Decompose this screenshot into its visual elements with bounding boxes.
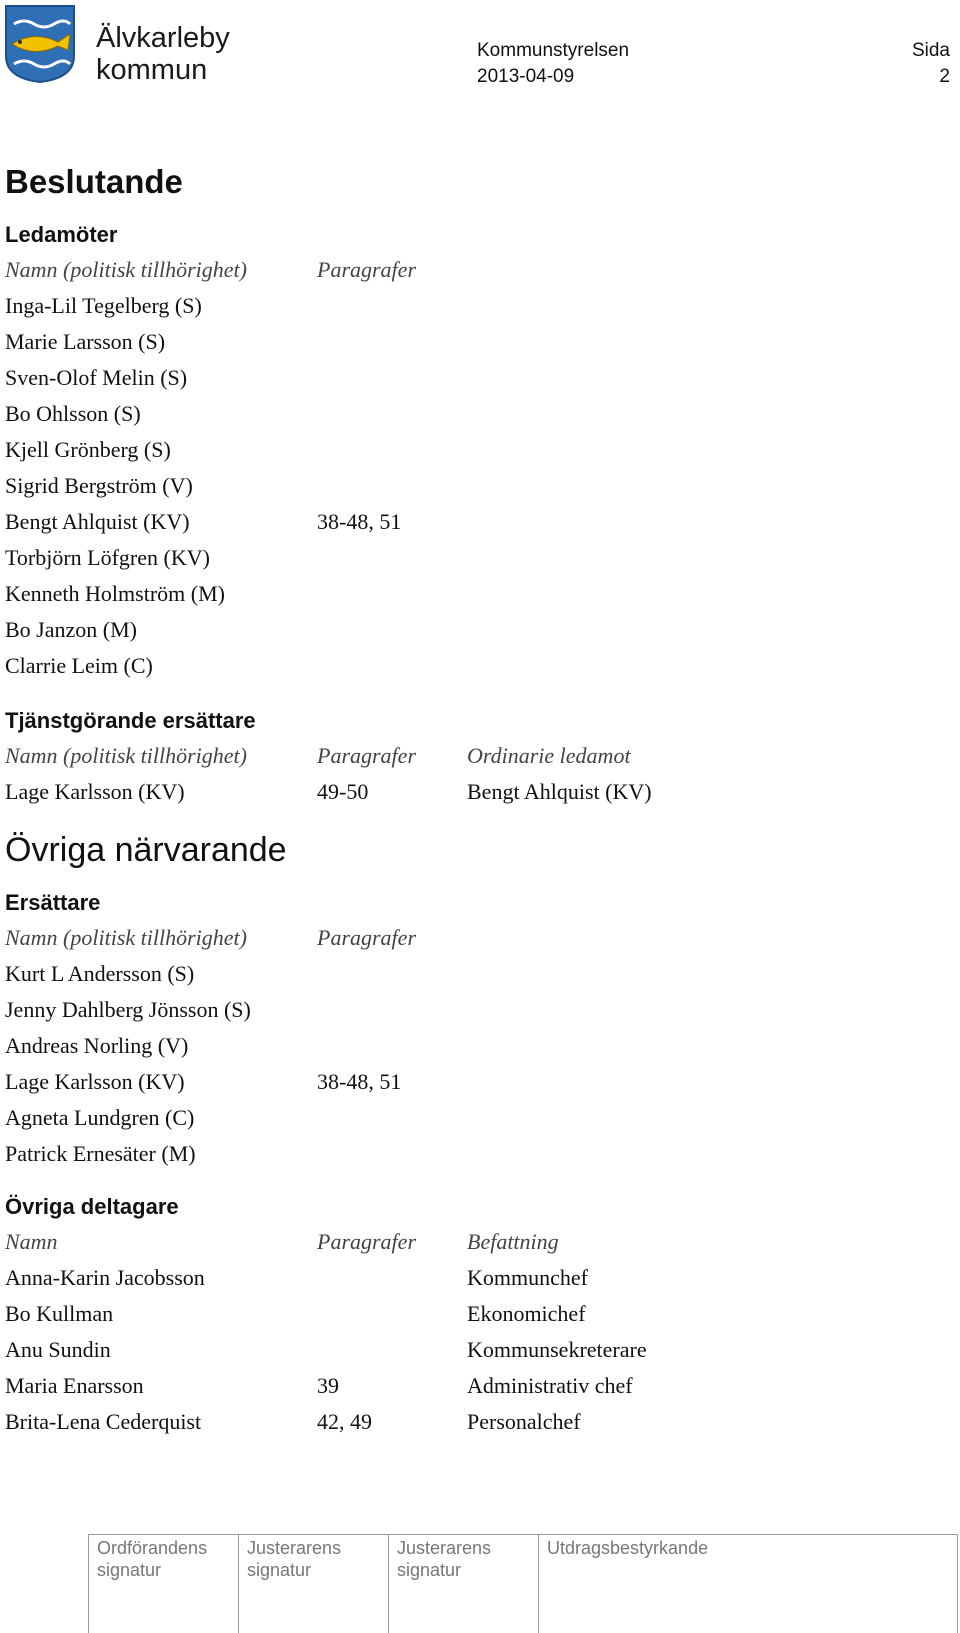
table-row — [5, 774, 955, 810]
column-header-name: Namn (politisk tillhörighet) — [5, 743, 247, 768]
header-page-number: 2 — [939, 66, 950, 87]
table-row — [5, 1332, 955, 1368]
column-header-paragraphs: Paragrafer — [317, 257, 416, 282]
header-page-label: Sida — [911, 40, 950, 61]
subsection-title-serving-substitutes: Tjänstgörande ersättare — [5, 708, 256, 733]
header-date: 2013-04-09 — [477, 66, 575, 87]
section-title-others-present: Övriga närvarande — [5, 831, 287, 869]
substitute-name: Kurt L Andersson (S) — [5, 961, 195, 986]
table-row — [5, 360, 955, 396]
table-row — [5, 540, 955, 576]
table-header — [5, 252, 955, 288]
column-header-paragraphs: Paragrafer — [317, 925, 416, 950]
subsection-title-substitutes: Ersättare — [5, 890, 101, 915]
substitute-name: Agneta Lundgren (C) — [5, 1105, 195, 1130]
logo-line-1: Älvkarleby — [96, 22, 230, 54]
member-name: Torbjörn Löfgren (KV) — [5, 545, 210, 570]
signature-label: Utdragsbestyrkande — [547, 1538, 709, 1558]
table-row — [5, 576, 955, 612]
participant-position: Ekonomichef — [467, 1301, 586, 1326]
member-paragraphs — [317, 576, 467, 612]
municipal-coat-of-arms-icon — [4, 4, 76, 84]
member-name: Inga-Lil Tegelberg (S) — [5, 293, 202, 318]
member-name: Marie Larsson (S) — [5, 329, 166, 354]
participant-name: Maria Enarsson — [5, 1373, 144, 1398]
substitute-name: Lage Karlsson (KV) — [5, 1069, 185, 1094]
substitute-name: Lage Karlsson (KV) — [5, 779, 185, 804]
table-row — [5, 468, 955, 504]
member-name: Sven-Olof Melin (S) — [5, 365, 188, 390]
member-paragraphs — [317, 288, 467, 324]
substitute-paragraphs — [317, 1028, 467, 1064]
substitute-name: Patrick Ernesäter (M) — [5, 1141, 196, 1166]
substitute-name: Jenny Dahlberg Jönsson (S) — [5, 997, 251, 1022]
member-paragraphs — [317, 432, 467, 468]
member-paragraphs — [317, 648, 467, 684]
member-name: Bo Janzon (M) — [5, 617, 137, 642]
signature-label: Justerarens — [247, 1538, 342, 1558]
table-row — [5, 1100, 955, 1136]
substitute-regular-member: Bengt Ahlquist (KV) — [467, 779, 652, 804]
member-paragraphs — [317, 612, 467, 648]
table-header — [5, 738, 955, 774]
signature-label: Ordförandens — [97, 1538, 208, 1558]
table-row — [5, 1260, 955, 1296]
table-row — [5, 432, 955, 468]
participant-name: Anna-Karin Jacobsson — [5, 1265, 205, 1290]
signature-label: Justerarens — [397, 1538, 492, 1558]
column-header-name: Namn — [5, 1229, 58, 1254]
table-row — [5, 324, 955, 360]
table-row — [5, 1028, 955, 1064]
header-organization: Kommunstyrelsen — [477, 40, 630, 61]
participant-paragraphs: 39 — [317, 1373, 339, 1398]
table-row — [5, 992, 955, 1028]
substitute-paragraphs — [317, 956, 467, 992]
column-header-paragraphs: Paragrafer — [317, 743, 416, 768]
participant-paragraphs — [317, 1260, 467, 1296]
table-row — [5, 956, 955, 992]
column-header-paragraphs: Paragrafer — [317, 1229, 416, 1254]
members-list — [5, 288, 955, 684]
member-paragraphs: 38-48, 51 — [317, 509, 402, 534]
member-paragraphs — [317, 468, 467, 504]
signature-label: signatur — [247, 1560, 312, 1580]
signature-cell-adjuster-2 — [388, 1535, 538, 1633]
substitute-paragraphs: 49-50 — [317, 779, 369, 804]
member-name: Clarrie Leim (C) — [5, 653, 153, 678]
participant-paragraphs — [317, 1332, 467, 1368]
participant-paragraphs — [317, 1296, 467, 1332]
table-row — [5, 1064, 955, 1100]
column-header-name: Namn (politisk tillhörighet) — [5, 257, 247, 282]
member-name: Bengt Ahlquist (KV) — [5, 509, 190, 534]
table-row — [5, 1136, 955, 1172]
municipality-logo-text — [96, 22, 230, 86]
substitute-paragraphs — [317, 992, 467, 1028]
section-title-beslutande: Beslutande — [5, 163, 183, 200]
member-name: Bo Ohlsson (S) — [5, 401, 141, 426]
table-row — [5, 504, 955, 540]
column-header-position: Befattning — [467, 1229, 559, 1254]
table-row — [5, 612, 955, 648]
participant-paragraphs: 42, 49 — [317, 1409, 372, 1434]
column-header-regular-member: Ordinarie ledamot — [467, 743, 631, 768]
participant-name: Brita-Lena Cederquist — [5, 1409, 202, 1434]
table-header — [5, 1224, 955, 1260]
substitute-name: Andreas Norling (V) — [5, 1033, 189, 1058]
table-row — [5, 288, 955, 324]
signature-label: signatur — [397, 1560, 462, 1580]
logo-line-2: kommun — [96, 54, 208, 86]
participant-position: Administrativ chef — [467, 1373, 633, 1398]
signature-cell-adjuster-1 — [238, 1535, 388, 1633]
subsection-title-ledamoter: Ledamöter — [5, 222, 118, 247]
table-header — [5, 920, 955, 956]
member-paragraphs — [317, 324, 467, 360]
signature-cell-chair — [88, 1535, 238, 1633]
member-name: Sigrid Bergström (V) — [5, 473, 193, 498]
participant-name: Bo Kullman — [5, 1301, 114, 1326]
member-name: Kenneth Holmström (M) — [5, 581, 225, 606]
table-row — [5, 396, 955, 432]
substitute-paragraphs — [317, 1100, 467, 1136]
substitute-paragraphs — [317, 1136, 467, 1172]
signature-table — [88, 1534, 958, 1633]
table-row — [5, 1404, 955, 1440]
document-body — [5, 160, 955, 1440]
subsection-title-other-participants: Övriga deltagare — [5, 1194, 179, 1219]
participant-position: Personalchef — [467, 1409, 581, 1434]
participant-name: Anu Sundin — [5, 1337, 111, 1362]
signature-label: signatur — [97, 1560, 162, 1580]
table-row — [5, 1296, 955, 1332]
member-paragraphs — [317, 360, 467, 396]
column-header-name: Namn (politisk tillhörighet) — [5, 925, 247, 950]
member-paragraphs — [317, 396, 467, 432]
table-row — [5, 648, 955, 684]
member-paragraphs — [317, 540, 467, 576]
participant-position: Kommunsekreterare — [467, 1337, 647, 1362]
participant-position: Kommunchef — [467, 1265, 588, 1290]
table-row — [5, 1368, 955, 1404]
member-name: Kjell Grönberg (S) — [5, 437, 171, 462]
signature-cell-extract-certification — [538, 1535, 958, 1633]
substitute-paragraphs: 38-48, 51 — [317, 1069, 402, 1094]
